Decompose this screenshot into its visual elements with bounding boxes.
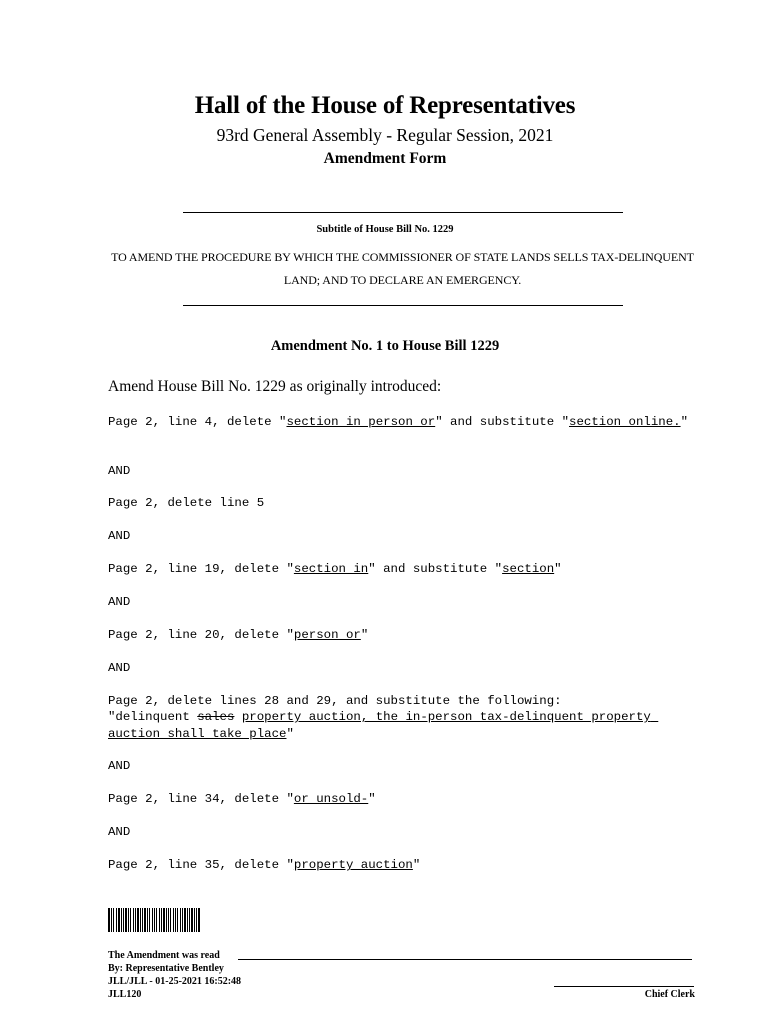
subtitle-label: Subtitle of House Bill No. 1229 [316, 224, 454, 235]
item-text: " [554, 562, 562, 576]
substituted-text: section online. [569, 415, 681, 429]
substituted-text: section [502, 562, 555, 576]
item-text: " [360, 628, 369, 642]
item-text: Page 2, line 4, delete " [108, 415, 287, 429]
subtitle-text: TO AMEND THE PROCEDURE BY WHICH THE COMMISSIONER OF STATE LANDS SELLS TAX-DELINQUENT LAND; AND TO DECLARE AN EMERGENCY. [111, 250, 694, 287]
form-name: Amendment Form [323, 150, 447, 167]
amendment-item-5 [108, 693, 688, 742]
page-title: Hall of the House of Representatives [194, 92, 576, 119]
item-text: Page 2, line 19, delete " [108, 562, 294, 576]
item-text: Page 2, line 20, delete " [108, 628, 294, 642]
divider-bottom [183, 305, 623, 306]
stricken-text: sales [197, 710, 235, 725]
item-text: " [412, 858, 421, 872]
deleted-text: section in [293, 562, 369, 576]
sponsor-line: By: Representative Bentley [108, 963, 224, 974]
amendment-item-4 [108, 627, 688, 643]
item-text: " [680, 415, 689, 429]
and-separator: AND [108, 529, 131, 543]
deleted-text: or unsold- [293, 792, 369, 806]
drafter-timestamp: JLL/JLL - 01-25-2021 16:52:48 [108, 976, 242, 987]
deleted-text: section in person or [286, 415, 436, 429]
item-text: " and substitute " [368, 562, 503, 576]
amendment-item-1 [108, 414, 688, 430]
session-line: 93rd General Assembly - Regular Session, 2021 [216, 125, 554, 145]
item-text: Page 2, line 34, delete " [108, 792, 294, 806]
document-id: JLL120 [108, 989, 142, 1000]
amendment-heading: Amendment No. 1 to House Bill 1229 [270, 338, 500, 354]
item-text: Page 2, line 35, delete " [108, 858, 294, 872]
and-separator: AND [108, 759, 131, 773]
signature-line-read [238, 959, 692, 960]
amendment-item-7 [108, 857, 688, 873]
amendment-item-6 [108, 791, 688, 807]
item-text: "delinquent [108, 710, 198, 725]
chief-clerk-label: Chief Clerk [644, 989, 695, 1000]
substituted-text: property auction, the in-person tax-delinquent property auction shall take place [108, 710, 659, 741]
divider-top [183, 212, 623, 213]
amendment-item-3 [108, 561, 688, 577]
amendment-item-2: Page 2, delete line 5 [108, 496, 265, 510]
and-separator: AND [108, 595, 131, 609]
item-text: " [368, 792, 376, 806]
signature-line-clerk [554, 986, 694, 987]
and-separator: AND [108, 661, 131, 675]
amendment-read-label: The Amendment was read [108, 950, 220, 961]
amendment-intro: Amend House Bill No. 1229 as originally introduced: [108, 378, 442, 395]
item-text: " [286, 726, 294, 741]
item-text: " and substitute " [435, 415, 570, 429]
and-separator: AND [108, 825, 131, 839]
barcode [108, 908, 200, 932]
deleted-text: person or [293, 628, 361, 642]
deleted-text: property auction [293, 858, 413, 872]
and-separator: AND [108, 464, 131, 478]
item-text: Page 2, delete lines 28 and 29, and substitute the following: [108, 694, 562, 708]
